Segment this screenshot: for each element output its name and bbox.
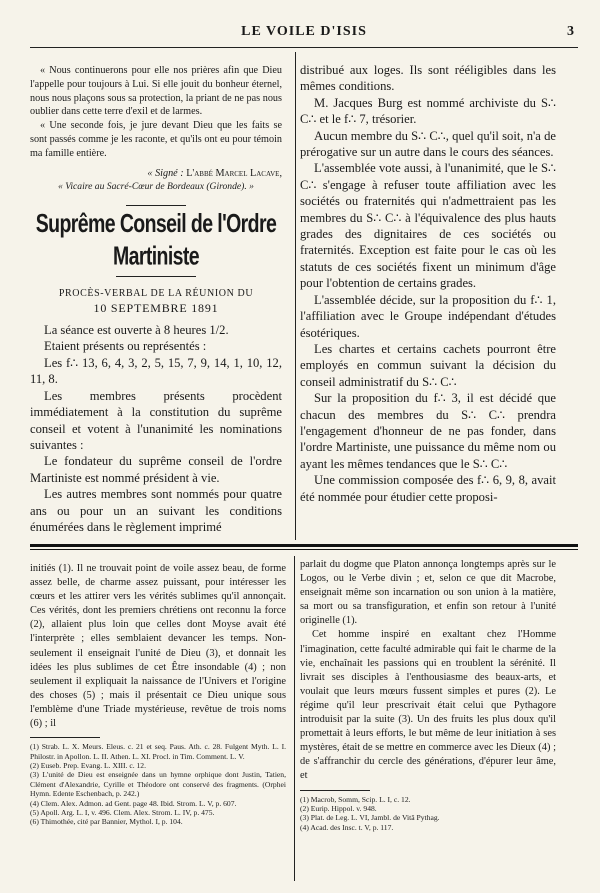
footnote: (1) Strab. L. X. Meurs. Eleus. c. 21 et seq. Paus. Ath. c. 28. Fulgent Myth. L. I. Philostr. in Apollon. L. II. Athen. L. XI. Procl. in Tim. Comment. L. V. xyxy=(30,742,286,761)
header-rule xyxy=(30,47,578,48)
section-title: Suprême Conseil de l'Ordre Martiniste xyxy=(35,209,277,272)
signature-line xyxy=(30,167,282,181)
footnote-rule xyxy=(30,737,100,738)
footnote: (4) Clem. Alex. Admon. ad Gent. page 48. Ibid. Strom. L. V, p. 607. xyxy=(30,798,237,808)
minutes-paragraph-12: Les chartes et certains cachets pourront être employés en commun suivant la décision du conseil administratif du S∴ C∴ xyxy=(300,341,556,389)
lower-right-column xyxy=(300,558,556,882)
signature-role: « Vicaire au Sacré-Cœur de Bordeaux (Gironde). » xyxy=(58,181,254,193)
feuilleton-paragraph-1: initiés (1). Il ne trouvait point de voile assez beau, de forme assez belle, de charme assez puissant, pour intéresser les cœurs et les attirer vers les vérités sublimes qu'il annonçait. Ces vérités, dont les premiers chrétiens ont reconnu la force (2), allaient plus loin que celles dont Moyse avait été l'interprète ; elles semblaient devancer les temps. Non-seulement il enseignait l'unité de Dieu (3), et donnait les idées les plus sublimes de cet Être insondable (4) ; non seulement il expliquait la naissance de l'Univers et l'origine des choses (5) ; mais il présentait ce Dieu unique sous l'emblème d'une Triade mystérieuse, revêtue de trois noms (6) ; il xyxy=(30,563,286,730)
minutes-paragraph-1: La séance est ouverte à 8 heures 1/2. xyxy=(44,323,229,338)
footnote: (2) Eurip. Hippol. v. 948. xyxy=(300,803,377,813)
minutes-paragraph-14: Une commission composée des f∴ 6, 9, 8, avait été nommée pour étudier cette proposi- xyxy=(300,473,556,504)
minutes-paragraph-3: Les f∴ 13, 6, 4, 3, 2, 5, 15, 7, 9, 14, 1, 10, 12, 11, 8. xyxy=(30,355,282,387)
feuilleton-paragraph-2: parlait du dogme que Platon annonça longtemps après sur le Logos, ou le Verbe divin ; et, selon ce que dit Macrobe, enseignait même son incarnation ou son union à la matière, sa mort ou sa transfiguration, et enfin son retour à l'unité originelle (1). xyxy=(300,559,556,627)
page-number: 3 xyxy=(567,24,574,39)
footnote: (6) Thimothée, cité par Bannier, Mythol. I, p. 104. xyxy=(30,817,183,827)
signature-label: « Signé : xyxy=(147,167,187,179)
footnote-rule xyxy=(300,790,370,791)
separator-rule xyxy=(126,205,186,206)
upper-right-column xyxy=(300,62,556,542)
minutes-paragraph-9: Aucun membre du S∴ C∴, quel qu'il soit, n'a de prérogative sur un autre dans le cours des séances. xyxy=(300,128,556,160)
letter-paragraph-2: « Une seconde fois, je jure devant Dieu que les faits se sont passés comme je les raconte, et qu'ils ont eu pour témoin ma famille entière. xyxy=(30,120,282,159)
feuilleton-paragraph-3: Cet homme inspiré en exaltant chez l'Homme l'imagination, cette faculté admirable qui fait le charme de la vie, enchaînait les passions qui en troublent la sérénité. Il livrait ses disciples à l'enthousiasme des beaux-arts, et voulait que leurs mœurs fussent simples et pures (2). Le régime qu'il leur prescrivait était celui que Pythagore introduisit par la suite (3). Un des fruits les plus doux qu'il promettait à leurs efforts, le but même de leur initiation à ses mystères, était de se mettre en commerce avec les Dieux (4) ; de s'affranchir du cercle des générations, d'épurer leur âme, et xyxy=(300,629,556,782)
minutes-paragraph-4: Les membres présents procèdent immédiatement à la constitution du suprême conseil et votent à l'unanimité les nominations suivantes : xyxy=(30,388,282,452)
footnote: (5) Apoll. Arg. L. I, v. 496. Clem. Alex. Strom. L. IV, p. 475. xyxy=(30,807,215,817)
upper-left-column xyxy=(30,64,282,544)
footnote: (4) Acad. des Insc. t. V, p. 117. xyxy=(300,822,394,832)
footnote: (3) Plat. de Leg. L. VI, Jambl. de Vitâ Pythag. xyxy=(300,813,440,823)
minutes-paragraph-5: Le fondateur du suprême conseil de l'ordre Martiniste est nommé président à vie. xyxy=(30,454,282,485)
footnote: (2) Euseb. Prep. Evang. L. XIII. c. 12. xyxy=(30,760,146,770)
minutes-paragraph-7: distribué aux loges. Ils sont rééligibles dans les mêmes conditions. xyxy=(300,63,556,94)
letter-paragraph-1: « Nous continuerons pour elle nos prières afin que Dieu l'appelle pour toujours à Lui. Si elle jouit du bonheur éternel, nous nous plaçons sous sa protection, la priant de ne pas nous oublier dans cette terre d'exil et de larmes. xyxy=(30,65,282,118)
lower-left-column xyxy=(30,562,286,882)
lower-column-divider xyxy=(294,556,295,881)
title-rule xyxy=(116,276,196,277)
section-divider-thin xyxy=(30,549,578,550)
minutes-paragraph-6: Les autres membres sont nommés pour quatre ans ou pour un an suivant les conditions énumérées dans le règlement imprimé xyxy=(30,487,282,534)
section-divider-thick xyxy=(30,544,578,547)
journal-title: LE VOILE D'ISIS xyxy=(241,24,367,39)
footnote: (1) Macrob, Somm, Scip. L. I, c. 12. xyxy=(300,794,411,804)
minutes-paragraph-8: M. Jacques Burg est nommé archiviste du S∴ C∴ et le f∴ 7, trésorier. xyxy=(300,95,556,127)
minutes-heading: PROCÈS-VERBAL DE LA RÉUNION DU xyxy=(58,288,254,300)
column-divider xyxy=(295,52,296,540)
minutes-date: 10 SEPTEMBRE 1891 xyxy=(93,301,219,316)
running-header xyxy=(30,24,578,42)
minutes-paragraph-13: Sur la proposition du f∴ 3, il est décidé que chacun des membres du S∴ C∴ prendra l'engagement d'honneur de ne pas fonder, dans l'ordre Martiniste, une puissance du même nom ou ayant les mêmes tendances que le S∴ C∴ xyxy=(300,391,556,471)
signature-name: L'abbé Marcel Lacave, xyxy=(186,167,282,179)
minutes-paragraph-10: L'assemblée vote aussi, à l'unanimité, que le S∴ C∴ s'engage à refuser toute affiliation avec les sociétés ou fraternités qui n'admettraient pas les membres du S∴ C∴ à l'équivalence des plus hauts grades des dignitaires de ces sociétés ou fraternités. Exception est faite pour le cas où les statuts de ces sociétés fixent un minimum d'âge pour l'obtention de certains grades. xyxy=(300,161,556,291)
footnote: (3) L'unité de Dieu est enseignée dans un hymne orphique dont Justin, Tatien, Clément d'Alexandrie, Cyrille et Théodore ont conservé des fragments. (Orphei Hymn. Edente Eschenbach, p. 242.) xyxy=(30,770,286,799)
minutes-paragraph-2: Etaient présents ou représentés : xyxy=(44,339,207,354)
minutes-paragraph-11: L'assemblée décide, sur la proposition du f∴ 1, l'affiliation avec le Groupe indépendant d'études ésotériques. xyxy=(300,292,556,340)
